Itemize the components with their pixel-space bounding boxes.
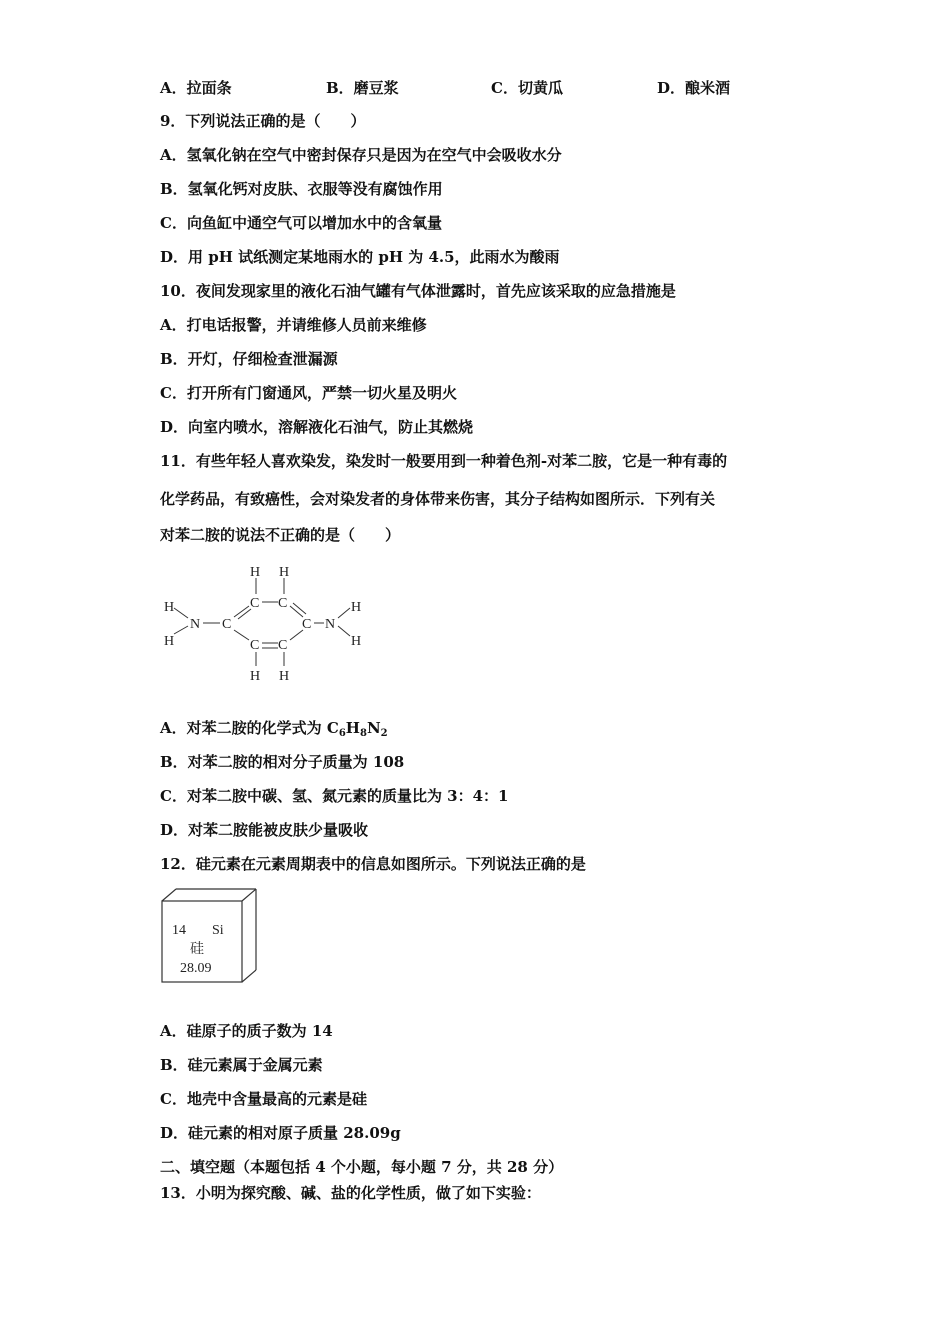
q8-option-a: A．拉面条	[160, 79, 232, 97]
atom-c: C	[278, 596, 288, 611]
bonds	[174, 578, 350, 666]
q9-option-c: C．向鱼缸中通空气可以增加水中的含氧量	[160, 214, 442, 232]
atom-c: C	[250, 596, 260, 611]
q10-stem: 10．夜间发现家里的液化石油气罐有气体泄露时，首先应该采取的应急措施是	[160, 282, 676, 300]
q9-stem: 9．下列说法正确的是（ ）	[160, 112, 366, 130]
q11-option-a-sub-n: 2	[380, 728, 388, 739]
q10-option-d: D．向室内喷水，溶解液化石油气，防止其燃烧	[160, 418, 474, 436]
q12-option-a: A．硅原子的质子数为 14	[160, 1022, 333, 1040]
q11-option-a-sub-h: 8	[359, 728, 367, 739]
q10-option-c: C．打开所有门窗通风，严禁一切火星及明火	[160, 384, 457, 402]
q9-option-d: D．用 pH 试纸测定某地雨水的 pH 为 4.5，此雨水为酸雨	[160, 248, 560, 266]
q12-option-c: C．地壳中含量最高的元素是硅	[160, 1090, 367, 1108]
atom-h: H	[250, 565, 261, 580]
atom-n: N	[190, 617, 201, 632]
q11-stem-line-1: 11．有些年轻人喜欢染发，染发时一般要用到一种着色剂-对苯二胺，它是一种有毒的	[160, 452, 728, 470]
q9-option-b: B．氢氧化钙对皮肤、衣服等没有腐蚀作用	[160, 180, 443, 198]
atom-h: H	[164, 634, 175, 649]
q11-stem-line-2: 化学药品，有致癌性，会对染发者的身体带来伤害，其分子结构如图所示．下列有关	[160, 490, 716, 508]
q11-option-c: C．对苯二胺中碳、氢、氮元素的质量比为 3：4：1	[160, 787, 509, 805]
q12-stem: 12．硅元素在元素周期表中的信息如图所示。下列说法正确的是	[160, 855, 586, 873]
atom-labels	[164, 565, 361, 684]
atom-h: H	[351, 634, 362, 649]
element-symbol: Si	[212, 923, 224, 938]
q12-option-d: D．硅元素的相对原子质量 28.09g	[160, 1124, 401, 1142]
atomic-mass: 28.09	[180, 961, 212, 976]
q11-option-d: D．对苯二胺能被皮肤少量吸收	[160, 821, 369, 839]
q11-option-a	[160, 718, 388, 744]
atom-c: C	[302, 617, 312, 632]
atom-c: C	[222, 617, 232, 632]
q9-option-a: A．氢氧化钠在空气中密封保存只是因为在空气中会吸收水分	[160, 146, 562, 164]
q11-option-a-h: H	[345, 719, 360, 737]
p-phenylenediamine-structure-diagram	[158, 562, 378, 686]
atom-n: N	[325, 617, 336, 632]
q10-option-a: A．打电话报警，并请维修人员前来维修	[160, 316, 427, 334]
silicon-periodic-table-cell	[160, 887, 264, 985]
atom-c: C	[250, 638, 260, 653]
atom-h: H	[279, 669, 290, 684]
q11-stem-line-3: 对苯二胺的说法不正确的是（ ）	[160, 526, 401, 544]
atom-h: H	[250, 669, 261, 684]
q11-option-b: B．对苯二胺的相对分子质量为 108	[160, 753, 405, 771]
q8-option-b: B．磨豆浆	[326, 79, 399, 97]
q11-option-a-sub-c: 6	[338, 728, 346, 739]
q13-stem: 13．小明为探究酸、碱、盐的化学性质，做了如下实验：	[160, 1184, 541, 1202]
q11-option-a-text: A．对苯二胺的化学式为 C	[160, 719, 339, 737]
q8-option-c: C．切黄瓜	[491, 79, 563, 97]
q10-option-b: B．开灯，仔细检查泄漏源	[160, 350, 338, 368]
element-name: 硅	[190, 942, 204, 957]
atom-h: H	[279, 565, 290, 580]
q11-option-a-n: N	[366, 719, 381, 737]
atom-h: H	[164, 600, 175, 615]
q12-option-b: B．硅元素属于金属元素	[160, 1056, 323, 1074]
atom-h: H	[351, 600, 362, 615]
atom-c: C	[278, 638, 288, 653]
section-heading: 二、填空题（本题包括 4 个小题，每小题 7 分，共 28 分）	[160, 1158, 564, 1176]
atomic-number: 14	[172, 923, 186, 938]
q8-option-d: D．酿米酒	[657, 79, 731, 97]
